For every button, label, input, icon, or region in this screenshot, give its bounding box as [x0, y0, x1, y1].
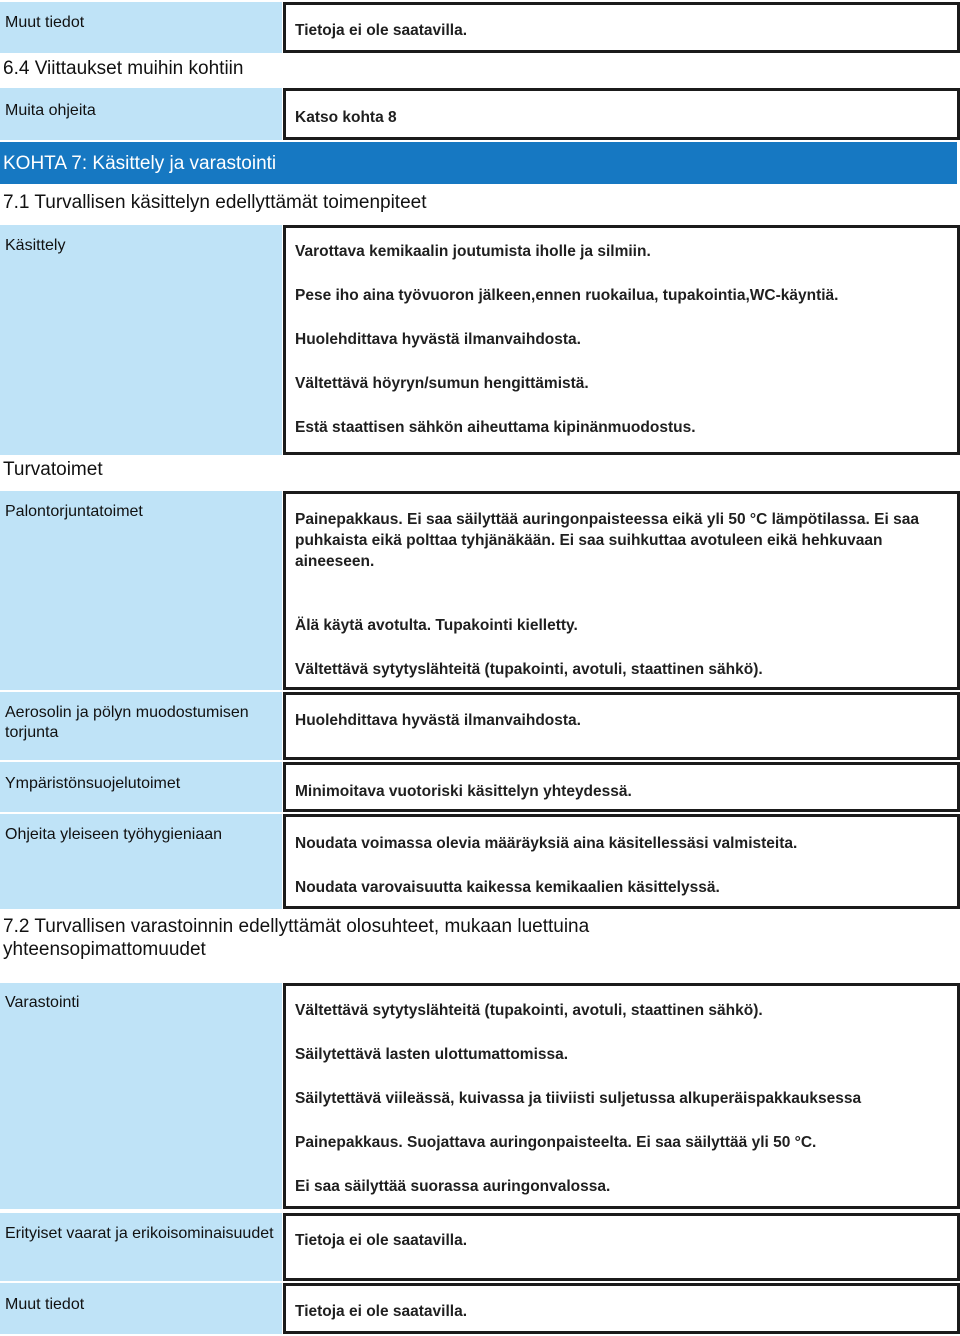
- row-label: Palontorjuntatoimet: [0, 491, 282, 690]
- value-line: Huolehdittava hyvästä ilmanvaihdosta.: [295, 331, 581, 348]
- value-line: Varottava kemikaalin joutumista iholle ja silmiin.: [295, 243, 651, 260]
- row-value: [283, 692, 960, 760]
- row-muut-tiedot-top: [0, 2, 960, 53]
- value-line: Vältettävä sytytyslähteitä (tupakointi, avotuli, staattinen sähkö).: [295, 661, 763, 678]
- row-label: Muut tiedot: [0, 1283, 282, 1334]
- value-line: Painepakkaus. Suojattava auringonpaisteelta. Ei saa säilyttää yli 50 °C.: [295, 1134, 817, 1151]
- value-line: Noudata varovaisuutta kaikessa kemikaalien käsittelyssä.: [295, 879, 720, 896]
- value-line: Huolehdittava hyvästä ilmanvaihdosta.: [295, 712, 581, 729]
- row-value: [283, 491, 960, 690]
- value-line: Estä staattisen sähkön aiheuttama kipinänmuodostus.: [295, 419, 696, 436]
- row-value: [283, 2, 960, 53]
- row-label: Erityiset vaarat ja erikoisominaisuudet: [0, 1213, 282, 1281]
- row-label: Aerosolin ja pölyn muodostumisen torjunta: [0, 692, 282, 760]
- value-line: Vältettävä höyryn/sumun hengittämistä.: [295, 375, 589, 392]
- row-value: [283, 1213, 960, 1281]
- row-palontorjuntatoimet: [0, 491, 960, 690]
- row-value: [283, 814, 960, 909]
- row-value: [283, 88, 960, 140]
- row-muut-tiedot-bottom: [0, 1283, 960, 1334]
- row-kasittely: [0, 225, 960, 455]
- value-line: Noudata voimassa olevia määräyksiä aina käsitellessäsi valmisteita.: [295, 835, 798, 852]
- subsection-heading-6-4: 6.4 Viittaukset muihin kohtiin: [3, 58, 244, 79]
- row-value: [283, 225, 960, 455]
- row-varastointi: [0, 983, 960, 1209]
- subsection-heading-7-2: 7.2 Turvallisen varastoinnin edellyttämät olosuhteet, mukaan luettuina yhteensopimattomuudet: [3, 916, 590, 960]
- value-line: Katso kohta 8: [295, 109, 397, 126]
- row-label: Muut tiedot: [0, 2, 282, 53]
- row-label: Varastointi: [0, 983, 282, 1209]
- row-value: [283, 983, 960, 1209]
- value-line: Tietoja ei ole saatavilla.: [295, 1303, 468, 1320]
- row-value: [283, 1283, 960, 1334]
- row-value: [283, 762, 960, 812]
- value-line: Säilytettävä viileässä, kuivassa ja tiiviisti suljetussa alkuperäispakkauksessa: [295, 1090, 862, 1107]
- row-label: Ohjeita yleiseen työhygieniaan: [0, 814, 282, 909]
- subheading-turvatoimet: Turvatoimet: [3, 459, 103, 480]
- value-line: Ei saa säilyttää suorassa auringonvalossa.: [295, 1178, 611, 1195]
- section-header-7: KOHTA 7: Käsittely ja varastointi: [0, 142, 957, 184]
- subsection-heading-7-1: 7.1 Turvallisen käsittelyn edellyttämät toimenpiteet: [3, 192, 427, 213]
- value-line: Älä käytä avotulta. Tupakointi kielletty.: [295, 617, 578, 634]
- value-line: Painepakkaus. Ei saa säilyttää auringonpaisteessa eikä yli 50 °C lämpötilassa. Ei saa puhkaista eikä polttaa tyhjänäkään. Ei saa suihkuttaa avotuleen eikä hehkuvaan aineeseen.: [295, 511, 919, 570]
- row-ymparistonsuojelutoimet: [0, 762, 960, 812]
- value-line: Pese iho aina työvuoron jälkeen,ennen ruokailua, tupakointia,WC-käyntiä.: [295, 287, 839, 304]
- value-line: Vältettävä sytytyslähteitä (tupakointi, avotuli, staattinen sähkö).: [295, 1002, 763, 1019]
- row-label: Ympäristönsuojelutoimet: [0, 762, 282, 812]
- value-line: Tietoja ei ole saatavilla.: [295, 22, 468, 39]
- value-line: Minimoitava vuotoriski käsittelyn yhteydessä.: [295, 783, 632, 800]
- value-line: Tietoja ei ole saatavilla.: [295, 1232, 468, 1249]
- row-muita-ohjeita: [0, 88, 960, 140]
- row-label: Muita ohjeita: [0, 88, 282, 140]
- row-erityiset-vaarat: [0, 1213, 960, 1281]
- row-aerosoli: [0, 692, 960, 760]
- value-line: Säilytettävä lasten ulottumattomissa.: [295, 1046, 569, 1063]
- row-label: Käsittely: [0, 225, 282, 455]
- row-tyohygienia: [0, 814, 960, 909]
